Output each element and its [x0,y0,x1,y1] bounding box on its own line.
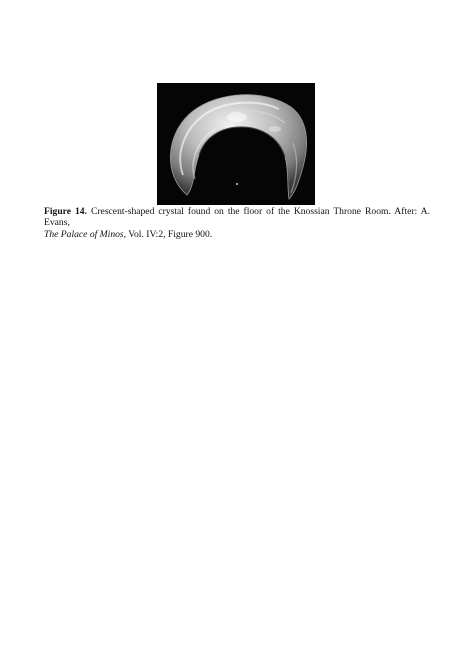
figure-caption [44,206,430,240]
caption-line-2 [44,229,430,240]
crescent-crystal-photo [157,83,315,205]
caption-text-2: Vol. IV:2, Figure 900. [126,228,213,240]
caption-text-1: Crescent-shaped crystal found on the floor of the Knossian Throne Room. After: A. Evans, [44,206,430,229]
crescent-crystal-image [157,83,315,205]
caption-line-1 [44,206,430,229]
caption-book-title: The Palace of Minos, [44,228,127,240]
caption-label: Figure 14. [44,206,87,217]
